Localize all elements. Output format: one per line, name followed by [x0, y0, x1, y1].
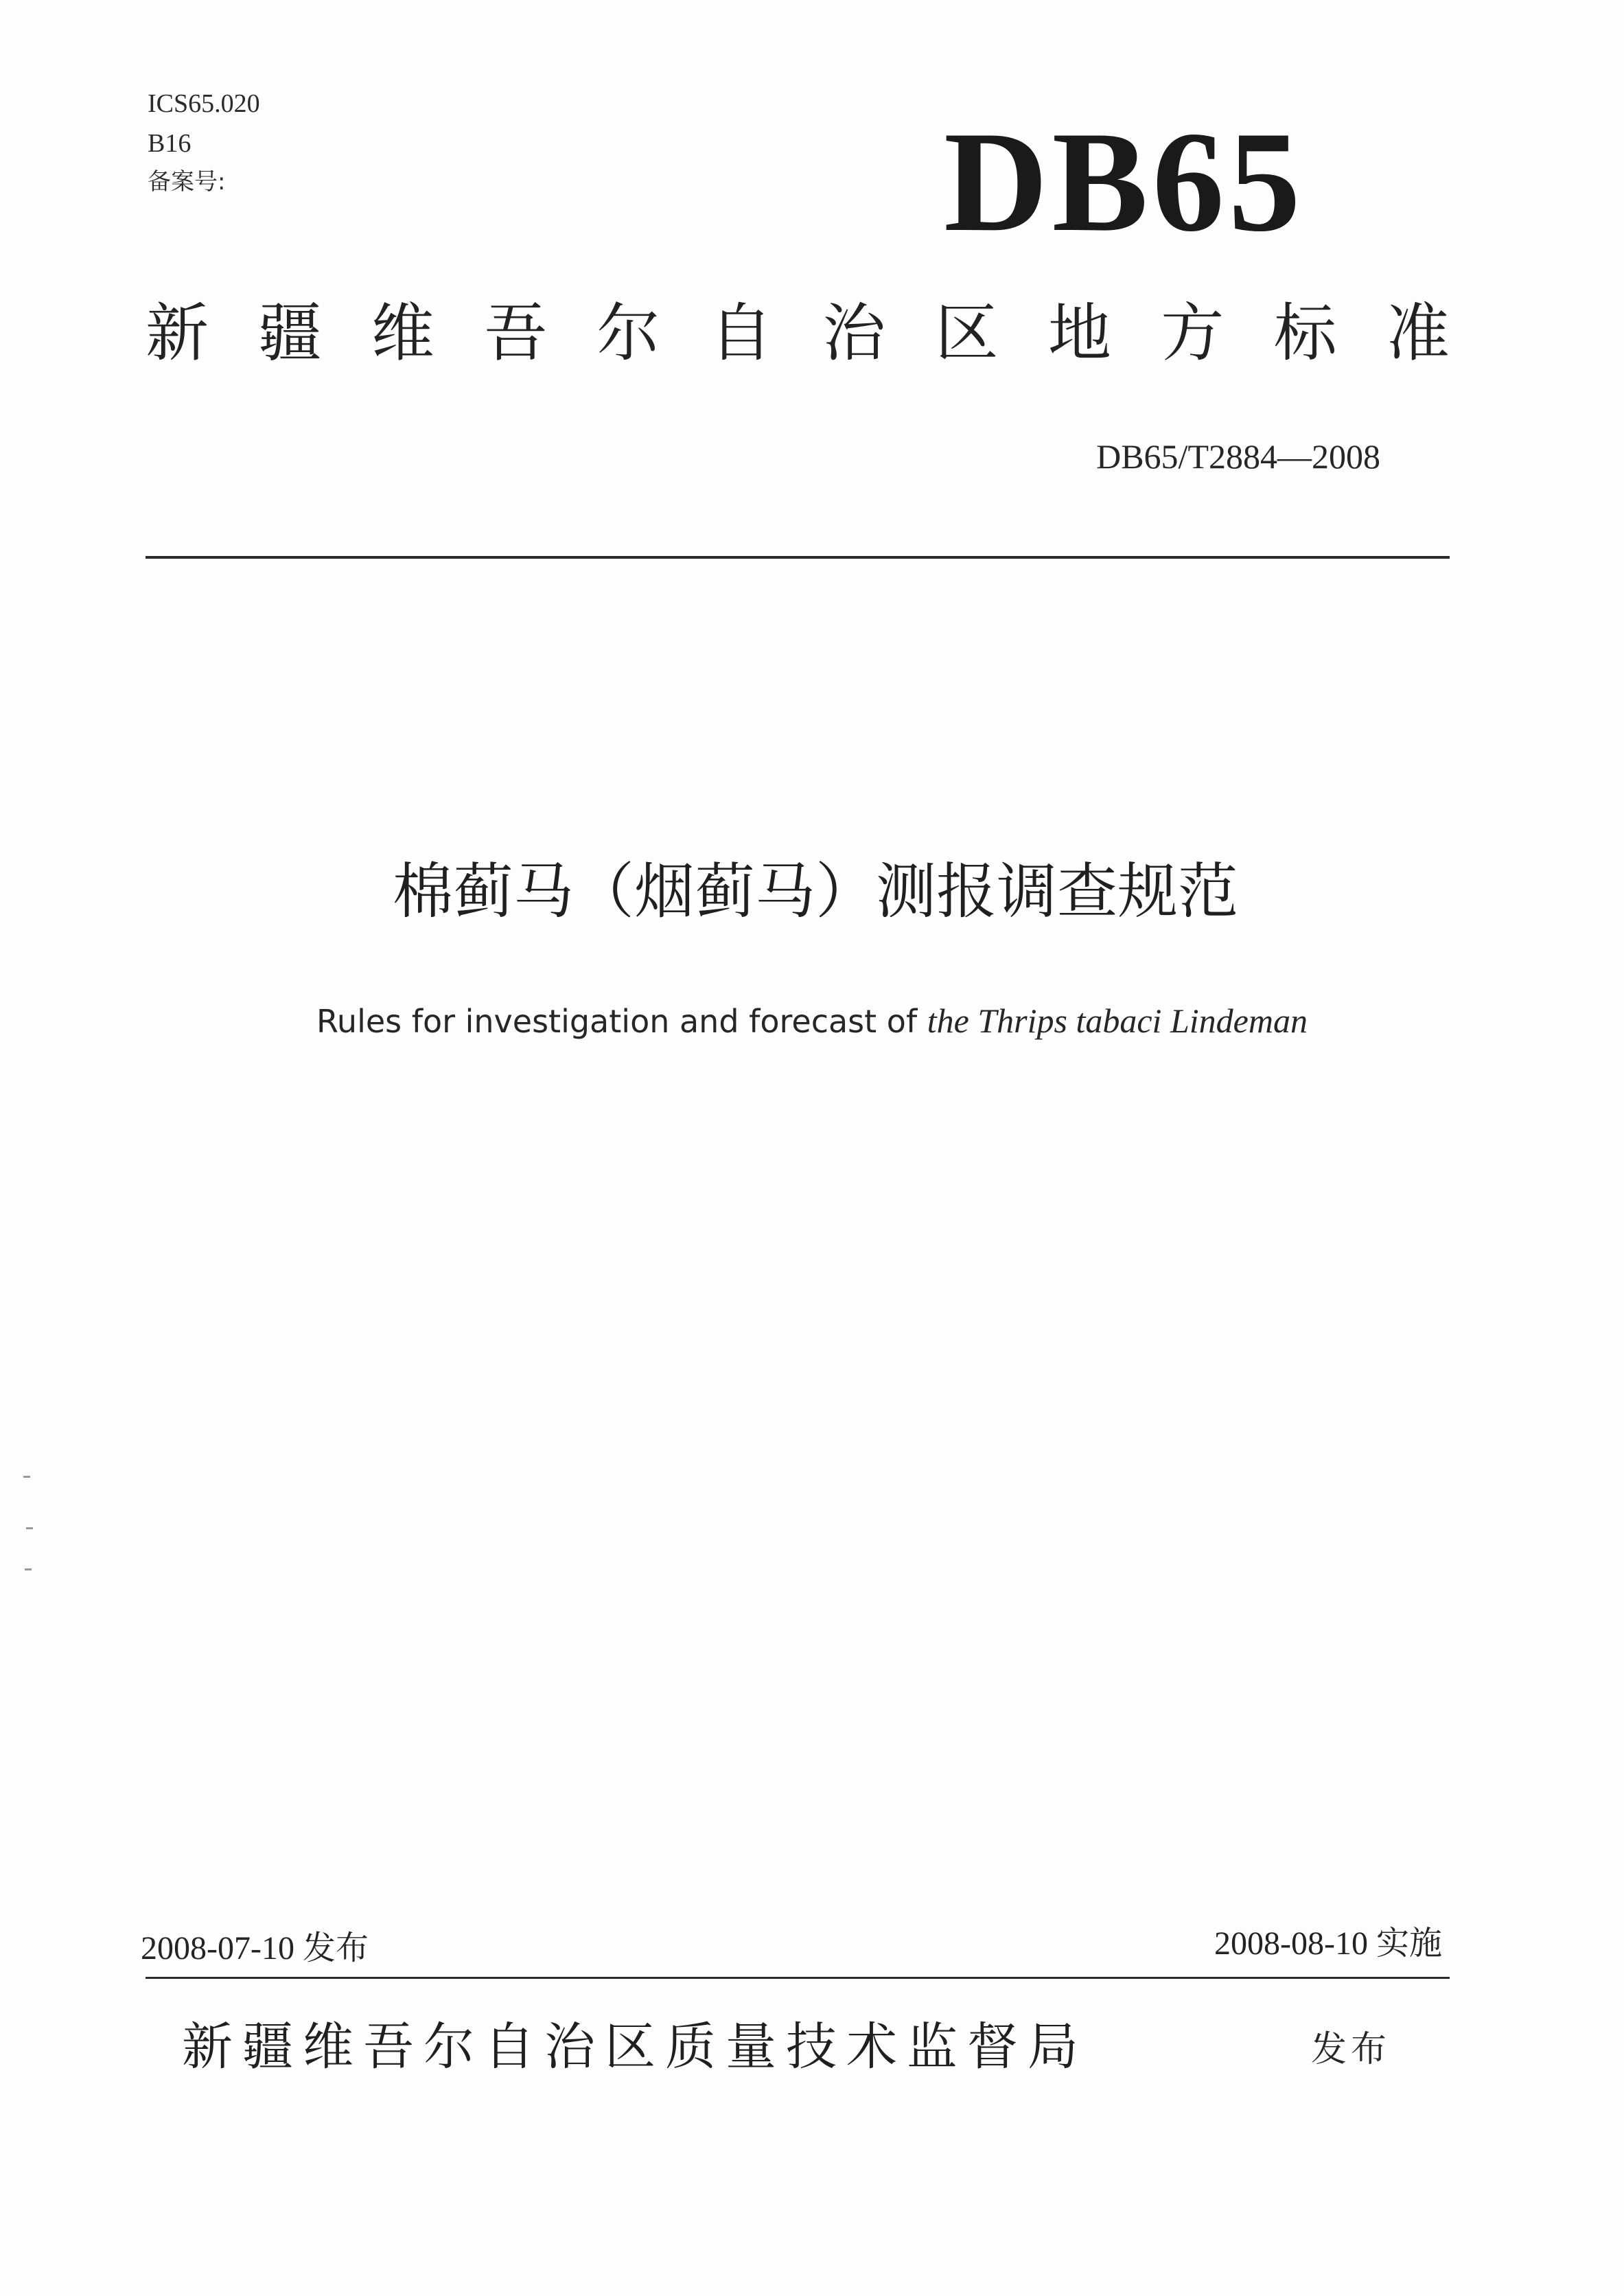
- heading-char: 准: [1386, 297, 1450, 370]
- publisher-suffix: 发布: [1311, 2029, 1391, 2070]
- heading-char: 维: [371, 297, 434, 370]
- title-english-prefix: Rules for investigation and forecast of: [316, 1003, 927, 1040]
- scan-speck: [23, 1476, 30, 1478]
- ics-code: ICS65.020: [148, 89, 260, 118]
- heading-char: 方: [1161, 297, 1225, 370]
- heading-char: 尔: [596, 297, 660, 370]
- heading-char: 治: [822, 297, 886, 370]
- scan-speck: [25, 1568, 32, 1570]
- publisher-name: 新疆维吾尔自治区质量技术监督局: [182, 2017, 1088, 2076]
- issue-date: 2008-07-10 发布: [141, 1930, 369, 1967]
- heading-char: 吾: [484, 297, 548, 370]
- heading-char: 新: [146, 297, 209, 370]
- heading-char: 疆: [258, 297, 322, 370]
- standard-number: DB65/T2884—2008: [1096, 437, 1380, 476]
- document-title-chinese: 棉蓟马（烟蓟马）测报调查规范: [392, 856, 1238, 927]
- heading-char: 地: [1047, 297, 1111, 370]
- heading-char: 自: [709, 297, 773, 370]
- scan-speck: [26, 1527, 33, 1529]
- effective-date: 2008-08-10 实施: [1214, 1925, 1442, 1962]
- title-english-species: the Thrips tabaci Lindeman: [927, 1001, 1308, 1040]
- standard-category-heading: [146, 297, 1450, 370]
- heading-char: 区: [935, 297, 999, 370]
- filing-number-label: 备案号:: [148, 168, 226, 196]
- top-divider: [146, 556, 1450, 559]
- heading-char: 标: [1273, 297, 1337, 370]
- standard-code-logo: DB65: [944, 102, 1305, 262]
- bottom-divider: [146, 1977, 1450, 1979]
- classification-code: B16: [148, 129, 192, 158]
- document-title-english: [0, 1001, 1624, 1040]
